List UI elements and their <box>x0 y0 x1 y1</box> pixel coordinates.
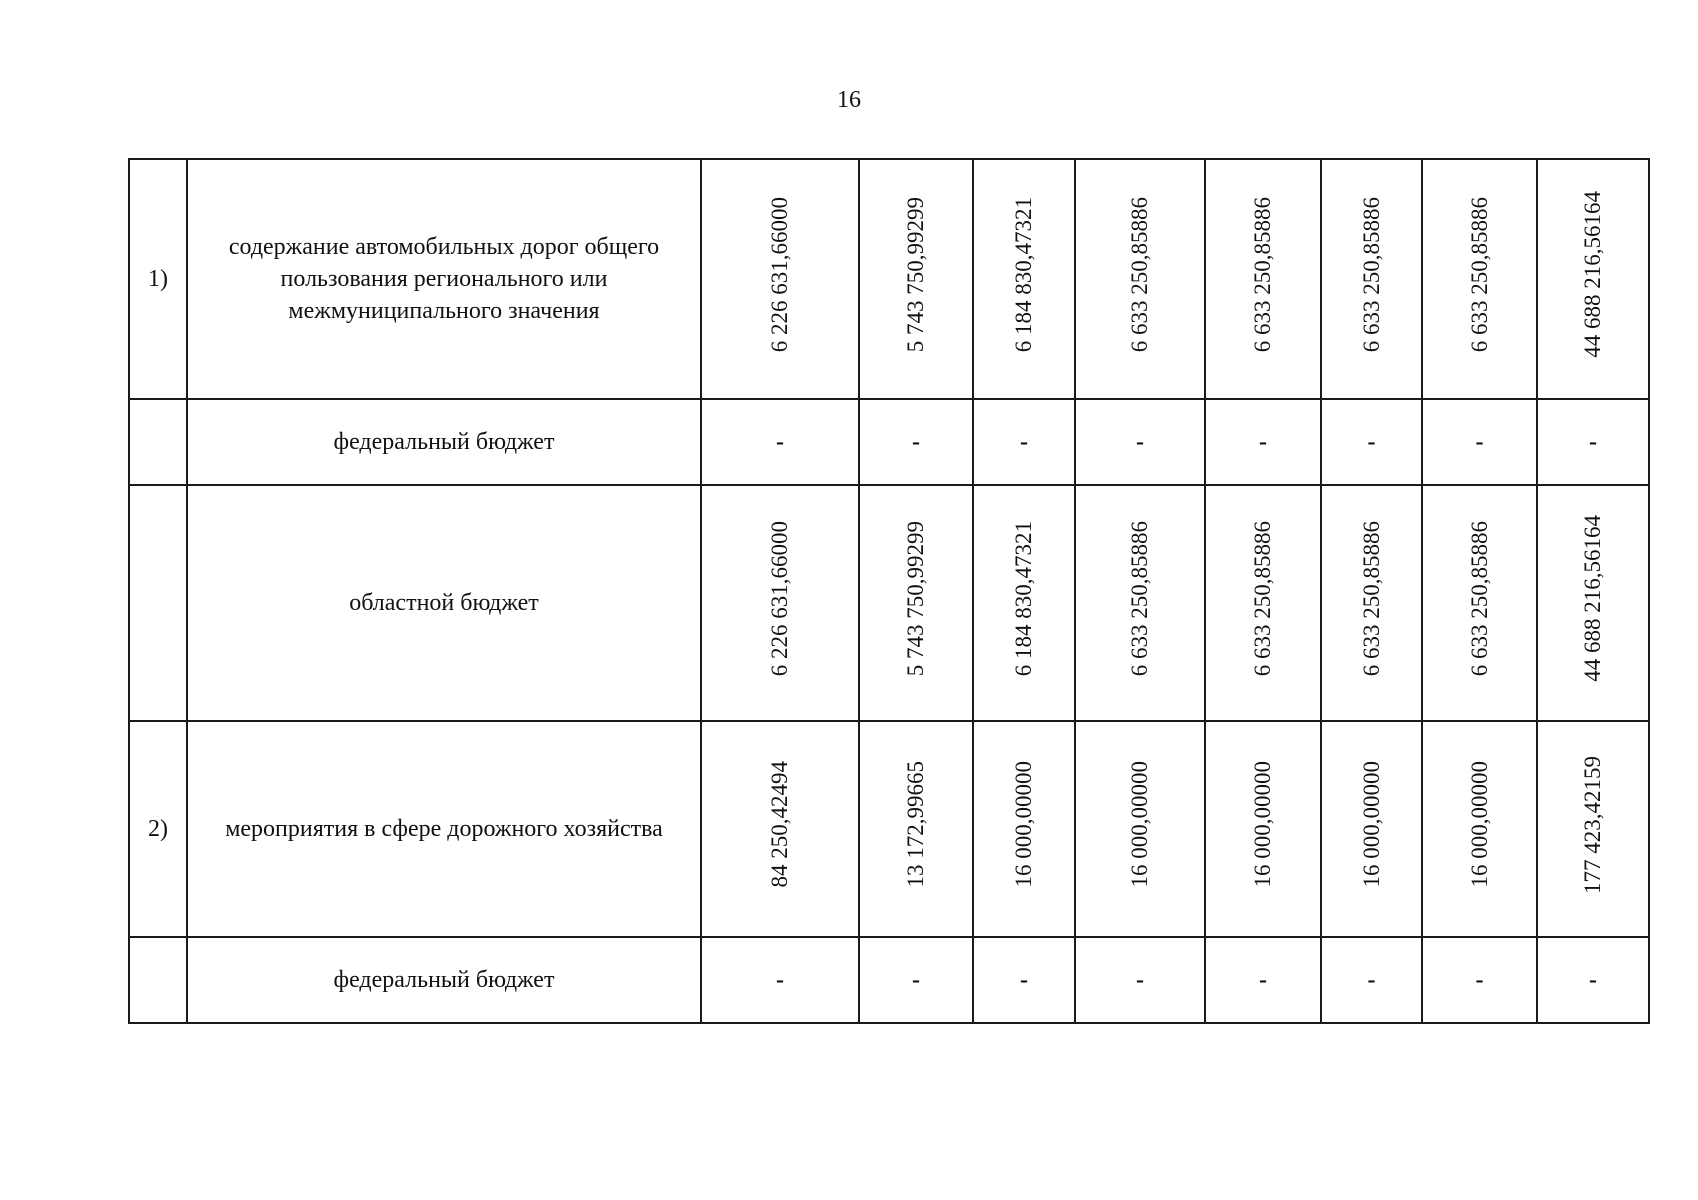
row-number <box>129 485 187 721</box>
value-cell <box>1075 159 1205 399</box>
cell-value: 16 000,00000 <box>1358 761 1384 888</box>
cell-value: 84 250,42494 <box>767 761 792 888</box>
cell-value: 16 000,00000 <box>1250 761 1275 888</box>
row-number: 2) <box>129 721 187 937</box>
empty-value-dash: - <box>1589 429 1597 455</box>
row-name: областной бюджет <box>187 485 701 721</box>
empty-value-dash: - <box>1367 967 1376 993</box>
value-cell <box>1321 721 1422 937</box>
empty-value-dash: - <box>1475 429 1484 455</box>
table-row <box>129 485 1649 721</box>
value-cell <box>1422 399 1537 485</box>
value-cell <box>973 399 1075 485</box>
budget-table <box>128 158 1650 1024</box>
empty-value-dash: - <box>1259 967 1267 993</box>
value-cell <box>701 159 859 399</box>
value-cell <box>1205 721 1321 937</box>
cell-value: 44 688 216,56164 <box>1580 191 1605 358</box>
empty-value-dash: - <box>1020 429 1028 455</box>
cell-value: 44 688 216,56164 <box>1580 515 1605 682</box>
value-cell <box>973 937 1075 1023</box>
empty-value-dash: - <box>1589 967 1597 993</box>
empty-value-dash: - <box>1367 429 1376 455</box>
cell-value: 6 633 250,85886 <box>1466 520 1492 677</box>
cell-value: 6 633 250,85886 <box>1127 196 1152 353</box>
cell-value: 16 000,00000 <box>1466 761 1492 888</box>
value-cell <box>1321 159 1422 399</box>
value-cell <box>1075 937 1205 1023</box>
value-cell <box>1075 485 1205 721</box>
value-cell <box>1075 399 1205 485</box>
value-cell <box>973 485 1075 721</box>
row-name: содержание автомобильных дорог общего пользования регионального или межмуниципального значения <box>187 159 701 399</box>
value-cell <box>859 485 973 721</box>
value-cell <box>1537 399 1649 485</box>
empty-value-dash: - <box>776 429 784 455</box>
empty-value-dash: - <box>1020 967 1028 993</box>
table-row <box>129 721 1649 937</box>
empty-value-dash: - <box>912 429 920 455</box>
row-number <box>129 399 187 485</box>
table-row <box>129 937 1649 1023</box>
value-cell <box>859 721 973 937</box>
value-cell <box>1205 937 1321 1023</box>
cell-value: 6 633 250,85886 <box>1127 520 1152 677</box>
value-cell <box>859 937 973 1023</box>
cell-value: 16 000,00000 <box>1127 761 1152 888</box>
value-cell <box>973 721 1075 937</box>
value-cell <box>1321 399 1422 485</box>
value-cell <box>1205 399 1321 485</box>
empty-value-dash: - <box>1475 967 1484 993</box>
row-number: 1) <box>129 159 187 399</box>
value-cell <box>1422 159 1537 399</box>
value-cell <box>1537 721 1649 937</box>
cell-value: 6 633 250,85886 <box>1250 196 1275 353</box>
cell-value: 6 633 250,85886 <box>1250 520 1275 677</box>
cell-value: 5 743 750,99299 <box>903 196 928 353</box>
value-cell <box>859 159 973 399</box>
value-cell <box>973 159 1075 399</box>
cell-value: 5 743 750,99299 <box>903 520 928 677</box>
cell-value: 177 423,42159 <box>1580 755 1605 894</box>
empty-value-dash: - <box>1136 429 1144 455</box>
cell-value: 6 226 631,66000 <box>767 520 792 677</box>
value-cell <box>701 485 859 721</box>
empty-value-dash: - <box>912 967 920 993</box>
cell-value: 6 633 250,85886 <box>1358 196 1384 353</box>
value-cell <box>1537 485 1649 721</box>
value-cell <box>1537 159 1649 399</box>
row-number <box>129 937 187 1023</box>
table-row <box>129 159 1649 399</box>
row-name: мероприятия в сфере дорожного хозяйства <box>187 721 701 937</box>
row-name: федеральный бюджет <box>187 399 701 485</box>
value-cell <box>1422 485 1537 721</box>
table-row <box>129 399 1649 485</box>
cell-value: 6 226 631,66000 <box>767 196 792 353</box>
value-cell <box>1075 721 1205 937</box>
empty-value-dash: - <box>1136 967 1144 993</box>
value-cell <box>1537 937 1649 1023</box>
value-cell <box>701 399 859 485</box>
row-name: федеральный бюджет <box>187 937 701 1023</box>
cell-value: 6 184 830,47321 <box>1011 520 1036 677</box>
cell-value: 6 633 250,85886 <box>1466 196 1492 353</box>
value-cell <box>1422 721 1537 937</box>
page-number: 16 <box>837 87 861 113</box>
value-cell <box>701 937 859 1023</box>
value-cell <box>1205 159 1321 399</box>
value-cell <box>701 721 859 937</box>
value-cell <box>859 399 973 485</box>
value-cell <box>1321 485 1422 721</box>
value-cell <box>1422 937 1537 1023</box>
cell-value: 16 000,00000 <box>1011 761 1036 888</box>
empty-value-dash: - <box>1259 429 1267 455</box>
empty-value-dash: - <box>776 967 784 993</box>
cell-value: 13 172,99665 <box>903 761 928 888</box>
value-cell <box>1205 485 1321 721</box>
table-body <box>129 159 1649 1023</box>
value-cell <box>1321 937 1422 1023</box>
cell-value: 6 184 830,47321 <box>1011 196 1036 353</box>
cell-value: 6 633 250,85886 <box>1358 520 1384 677</box>
